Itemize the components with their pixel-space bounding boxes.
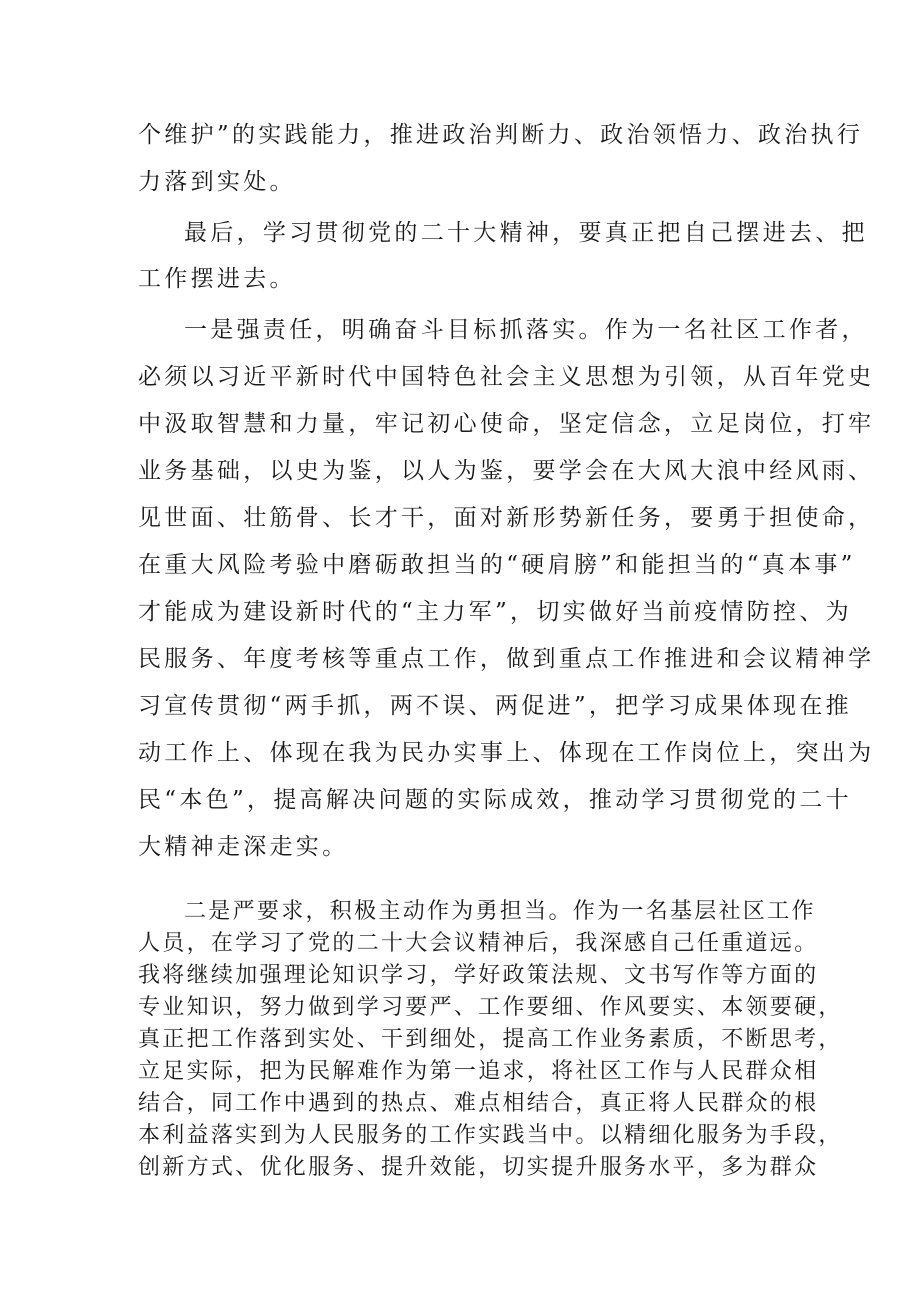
text-line: 真正把工作落到实处、干到细处，提高工作业务素质，不断思考， xyxy=(138,1027,843,1052)
text-line: 二是严要求，积极主动作为勇担当。作为一名基层社区工作 xyxy=(184,899,816,924)
text-line: 民“本色”，提高解决问题的实际成效，推动学习贯彻党的二十 xyxy=(138,787,852,813)
text-line: 动工作上、体现在我为民办实事上、体现在工作岗位上，突出为 xyxy=(138,740,875,766)
text-line: 人员，在学习了党的二十大会议精神后，我深感自己任重道远。 xyxy=(138,931,819,956)
text-line: 习宣传贯彻“两手抓，两不误、两促进”，把学习成果体现在推 xyxy=(138,693,852,719)
text-line: 个维护”的实践能力，推进政治判断力、政治领悟力、政治执行 xyxy=(138,122,864,148)
text-line: 力落到实处。 xyxy=(138,169,296,195)
text-line: 必须以习近平新时代中国特色社会主义思想为引领，从百年党史 xyxy=(138,364,875,390)
text-line: 立足实际，把为民解难作为第一追求，将社区工作与人民群众相 xyxy=(138,1059,819,1084)
text-line: 本利益落实到为人民服务的工作实践当中。以精细化服务为手段， xyxy=(138,1123,843,1148)
text-line: 才能成为建设新时代的“主力军”，切实做好当前疫情防控、为 xyxy=(138,599,852,625)
text-line: 我将继续加强理论知识学习，学好政策法规、文书写作等方面的 xyxy=(138,963,819,988)
text-line: 结合，同工作中遇到的热点、难点相结合，真正将人民群众的根 xyxy=(138,1091,819,1116)
text-line: 见世面、壮筋骨、长才干，面对新形势新任务，要勇于担使命， xyxy=(138,505,875,531)
text-line: 民服务、年度考核等重点工作，做到重点工作推进和会议精神学 xyxy=(138,646,875,672)
text-line: 创新方式、优化服务、提升效能，切实提升服务水平，多为群众 xyxy=(138,1155,819,1180)
text-line: 业务基础，以史为鉴，以人为鉴，要学会在大风大浪中经风雨、 xyxy=(138,458,875,484)
text-line: 大精神走深走实。 xyxy=(138,834,349,860)
text-line: 一是强责任，明确奋斗目标抓落实。作为一名社区工作者， xyxy=(184,317,868,343)
text-line: 中汲取智慧和力量，牢记初心使命，坚定信念，立足岗位，打牢 xyxy=(138,411,875,437)
text-line: 在重大风险考验中磨砺敢担当的“硬肩膀”和能担当的“真本事” xyxy=(138,552,856,578)
text-line: 最后，学习贯彻党的二十大精神，要真正把自己摆进去、把 xyxy=(184,220,868,246)
text-line: 工作摆进去。 xyxy=(138,266,296,292)
text-line: 专业知识，努力做到学习要严、工作要细、作风要实、本领要硬， xyxy=(138,995,843,1020)
